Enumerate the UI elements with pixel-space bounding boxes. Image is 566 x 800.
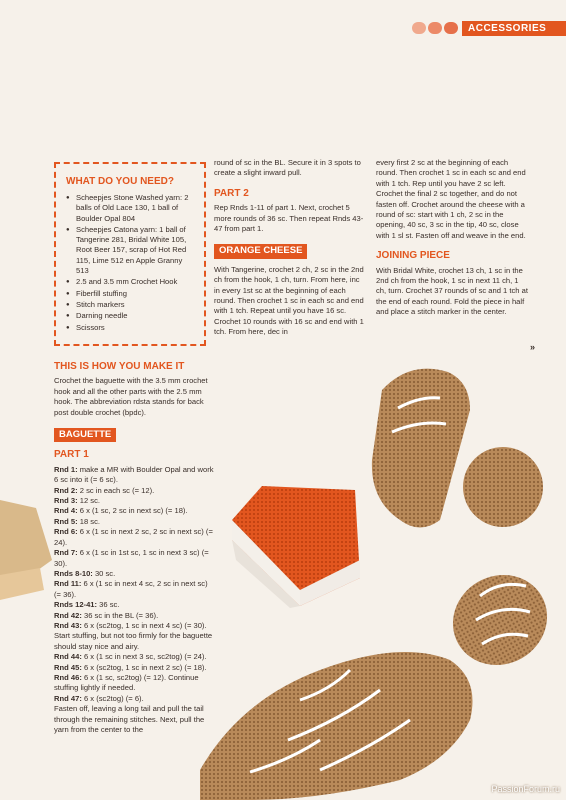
round-label: Rnd 6:: [54, 527, 78, 537]
round-text: 6 x (1 sc, sc2tog) (= 12). Continue stuffing lightly if needed.: [54, 672, 199, 693]
part1-title: PART 1: [54, 449, 89, 461]
round-instruction: [54, 673, 214, 694]
cheese-title: ORANGE CHEESE: [214, 244, 307, 258]
round-instruction: [54, 465, 214, 486]
round-label: Rnd 11:: [54, 579, 82, 589]
continue-arrow: »: [530, 342, 536, 352]
materials-item: ● Darning needle: [66, 311, 196, 321]
round-label: Rnd 2:: [54, 485, 78, 495]
round-instruction: [54, 621, 214, 652]
watermark: PassionForum.ru: [491, 784, 560, 794]
header-dot: [444, 22, 458, 34]
round-text: 30 sc.: [92, 568, 116, 578]
round-label: Rnd 44:: [54, 652, 82, 662]
left-column: [54, 362, 214, 735]
round-label: Rnd 43:: [54, 620, 82, 630]
round-label: Rnd 3:: [54, 496, 78, 506]
round-instruction: [54, 694, 214, 704]
round-text: make a MR with Boulder Opal and work 6 sc into it (= 6 sc).: [54, 464, 214, 485]
bread-roll: [436, 558, 563, 682]
round-label: Rnd 46:: [54, 672, 82, 682]
materials-title: WHAT DO YOU NEED?: [66, 176, 174, 187]
part2-text: Rep Rnds 1-11 of part 1. Next, crochet 5 more rounds of 36 sc. Then repeat Rnds 43-47 from part 1.: [214, 203, 364, 234]
round-text: 6 x (1 sc in next 2 sc, 2 sc in next sc) (= 24).: [54, 527, 213, 547]
round-instruction: [54, 652, 214, 662]
round-text: 6 x (1 sc in next 4 sc, 2 sc in next sc) (= 36).: [54, 579, 208, 599]
baguette-finish: Fasten off, leaving a long tail and pull the tail through the remaining stitches. Next, pull the yarn from the center to the: [54, 704, 205, 734]
round-label: Rnd 47:: [54, 693, 82, 703]
round-instruction: [54, 600, 214, 610]
section-header: [412, 20, 566, 36]
right-column: [376, 158, 530, 318]
round-text: 6 x (1 sc in 1st sc, 1 sc in next 3 sc) (= 30).: [54, 548, 209, 568]
baguette-slice-top: [372, 369, 470, 528]
materials-item: ● Scissors: [66, 323, 196, 333]
cheese-wedge: [232, 486, 360, 608]
materials-item: ● Scheepjes Catona yarn: 1 ball of Tangerine 281, Bridal White 105, Root Beer 157, scrap of Hot Red 115, Lime 512 en Apple Granny 513: [66, 225, 196, 276]
round-label: Rnd 4:: [54, 506, 78, 516]
howto-text: Crochet the baguette with the 3.5 mm crochet hook and all the other parts with the 2.5 mm hook. The abbreviation rdsta stands for back post double crochet (bpdc).: [54, 376, 208, 417]
round-instruction: [54, 496, 214, 506]
round-text: 6 x (sc2tog, 1 sc in next 2 sc) (= 18).: [81, 662, 207, 672]
round-text: 6 x (sc2tog, 1 sc in next 4 sc) (= 30). Start stuffing, but not too firmly for the baguette should stay nice and airy.: [54, 620, 213, 651]
round-text: 36 sc.: [97, 600, 120, 610]
header-dot: [412, 22, 426, 34]
round-label: Rnd 5:: [54, 516, 78, 526]
round-label: Rnds 12-41:: [54, 600, 98, 610]
joining-title: JOINING PIECE: [376, 250, 450, 262]
baguette-title: BAGUETTE: [54, 428, 116, 442]
round-label: Rnd 42:: [54, 610, 82, 620]
round-instruction: [54, 517, 214, 527]
materials-item: ● Scheepjes Stone Washed yarn: 2 balls of Old Lace 130, 1 ball of Boulder Opal 804: [66, 193, 196, 224]
joining-text: With Bridal White, crochet 13 ch, 1 sc in the 2nd ch from the hook, 1 sc in next 11 ch, 1 ch, turn. Crochet 37 rounds of sc and 1 tch at the end of each round. Fold the piece in half and place a stitch marker in the center.: [376, 265, 528, 317]
round-text: 36 sc in the BL (= 36).: [81, 610, 159, 620]
round-instruction: [54, 527, 214, 548]
howto-title: THIS IS HOW YOU MAKE IT: [54, 361, 185, 372]
round-instruction: [54, 486, 214, 496]
header-dots: [412, 22, 458, 34]
cheese-cont: every first 2 sc at the beginning of each round. Then crochet 1 sc in each sc and end with 1 tch. Rep until you have 2 sc left. Crochet the final 2 sc together, and do not fasten off. Crochet around the cheese with a round of sc: start with 1 ch, 2 sc in the opening, 40 sc, 3 sc in the tip, 40 sc, close with 1 sl st. Fasten off and weave in the end.: [376, 158, 526, 240]
materials-box: [54, 162, 206, 346]
cheese-text: With Tangerine, crochet 2 ch, 2 sc in the 2nd ch from the hook, 1 ch, turn. From here, inc in every 1st sc at the beginning of each round. Then crochet 1 sc in each sc and end with 1 tch. Repeat until you have 16 sc. Crochet 10 rounds with 16 sc and end with 1 tch. From here, dec in: [214, 264, 364, 337]
round-text: 12 sc.: [77, 496, 100, 506]
materials-item: ● 2.5 and 3.5 mm Crochet Hook: [66, 277, 196, 287]
round-label: Rnds 8-10:: [54, 568, 93, 578]
round-instruction: [54, 611, 214, 621]
baguette-cont: round of sc in the BL. Secure it in 3 spots to create a slight inward pull.: [214, 158, 361, 178]
section-tag: ACCESSORIES: [462, 21, 566, 36]
round-text: 6 x (1 sc, 2 sc in next sc) (= 18).: [77, 506, 188, 516]
round-label: Rnd 1:: [54, 464, 78, 474]
round-text: 18 sc.: [77, 516, 100, 526]
bread-round-end: [463, 447, 543, 527]
baguette-large: [200, 652, 473, 800]
header-dot: [428, 22, 442, 34]
round-text: 6 x (sc2tog) (= 6).: [81, 693, 144, 703]
round-instruction: [54, 548, 214, 569]
round-text: 6 x (1 sc in next 3 sc, sc2tog) (= 24).: [81, 652, 207, 662]
rounds-list: [54, 465, 214, 704]
middle-column: [214, 158, 366, 338]
round-instruction: [54, 663, 214, 673]
materials-item: ● Fiberfill stuffing: [66, 289, 196, 299]
round-text: 2 sc in each sc (= 12).: [77, 485, 155, 495]
round-instruction: [54, 569, 214, 579]
round-instruction: [54, 579, 214, 600]
part2-title: PART 2: [214, 187, 249, 199]
materials-list: [66, 193, 196, 333]
round-label: Rnd 45:: [54, 662, 82, 672]
materials-item: ● Stitch markers: [66, 300, 196, 310]
round-label: Rnd 7:: [54, 548, 78, 558]
round-instruction: [54, 506, 214, 516]
